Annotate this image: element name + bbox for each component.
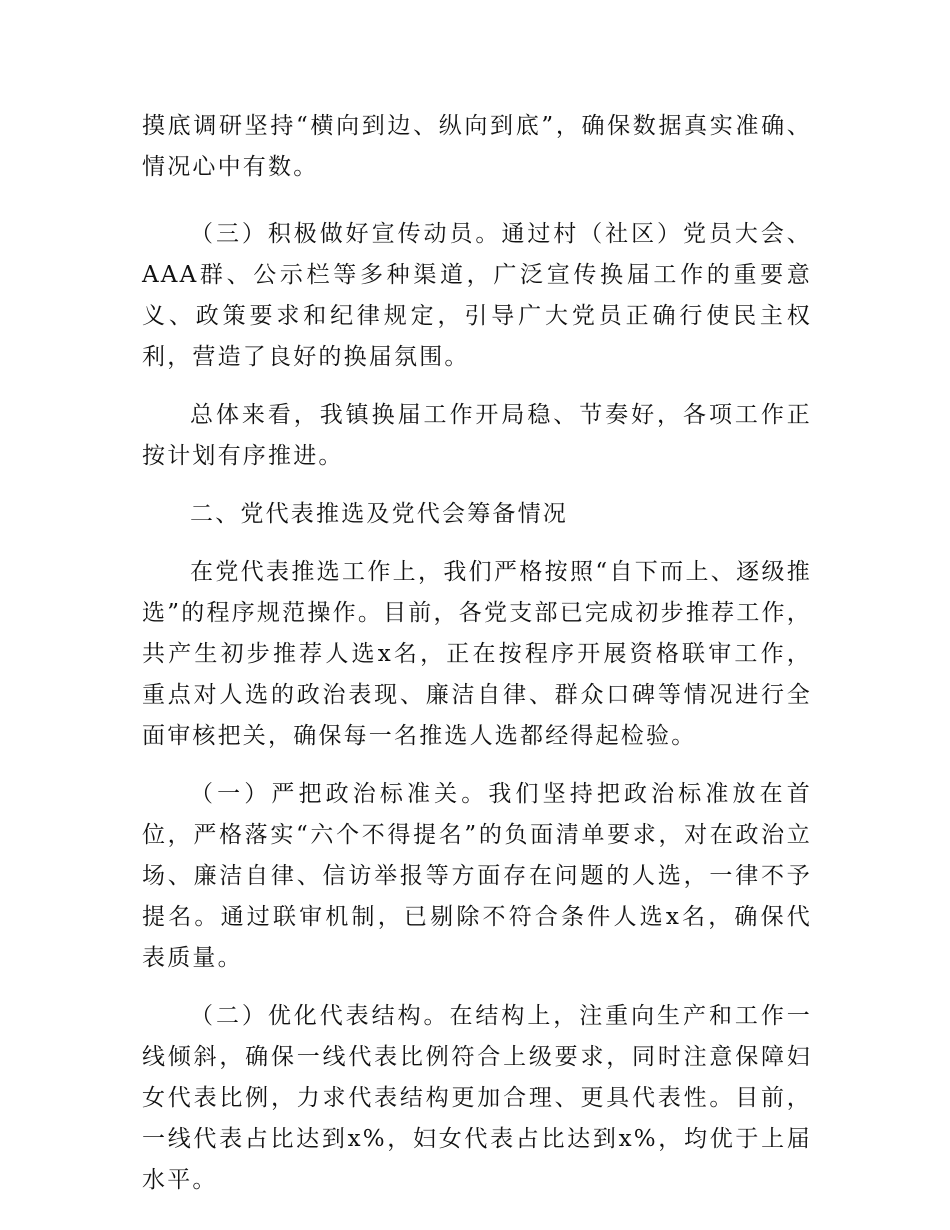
section-heading: 二、党代表推选及党代会筹备情况 <box>190 501 568 527</box>
paragraph-summary: 总体来看，我镇换届工作开局稳、节奏好，各项工作正按计划有序推进。 <box>142 402 812 469</box>
paragraph-continuation: 摸底调研坚持“横向到边、纵向到底”，确保数据真实准确、情况心中有数。 <box>142 113 812 180</box>
document-body <box>142 106 812 1218</box>
paragraph-structure: （二）优化代表结构。在结构上，注重向生产和工作一线倾斜，确保一线代表比例符合上级要求，同时注意保障妇女代表比例，力求代表结构更加合理、更具代表性。目前，一线代表占比达到x%，妇女代表占比达到x%，均优于上届水平。 <box>142 1003 812 1193</box>
paragraph-publicity: （三）积极做好宣传动员。通过村（社区）党员大会、AAA群、公示栏等多种渠道，广泛宣传换届工作的重要意义、政策要求和纪律规定，引导广大党员正确行使民主权利，营造了良好的换届氛围。 <box>142 221 812 370</box>
paragraph-election-overview: 在党代表推选工作上，我们严格按照“自下而上、逐级推选”的程序规范操作。目前，各党支部已完成初步推荐工作，共产生初步推荐人选x名，正在按程序开展资格联审工作，重点对人选的政治表现、廉洁自律、群众口碑等情况进行全面审核把关，确保每一名推选人选都经得起检验。 <box>142 559 812 749</box>
paragraph-political-standard: （一）严把政治标准关。我们坚持把政治标准放在首位，严格落实“六个不得提名”的负面清单要求，对在政治立场、廉洁自律、信访举报等方面存在问题的人选，一律不予提名。通过联审机制，已剔除不符合条件人选x名，确保代表质量。 <box>142 781 812 971</box>
